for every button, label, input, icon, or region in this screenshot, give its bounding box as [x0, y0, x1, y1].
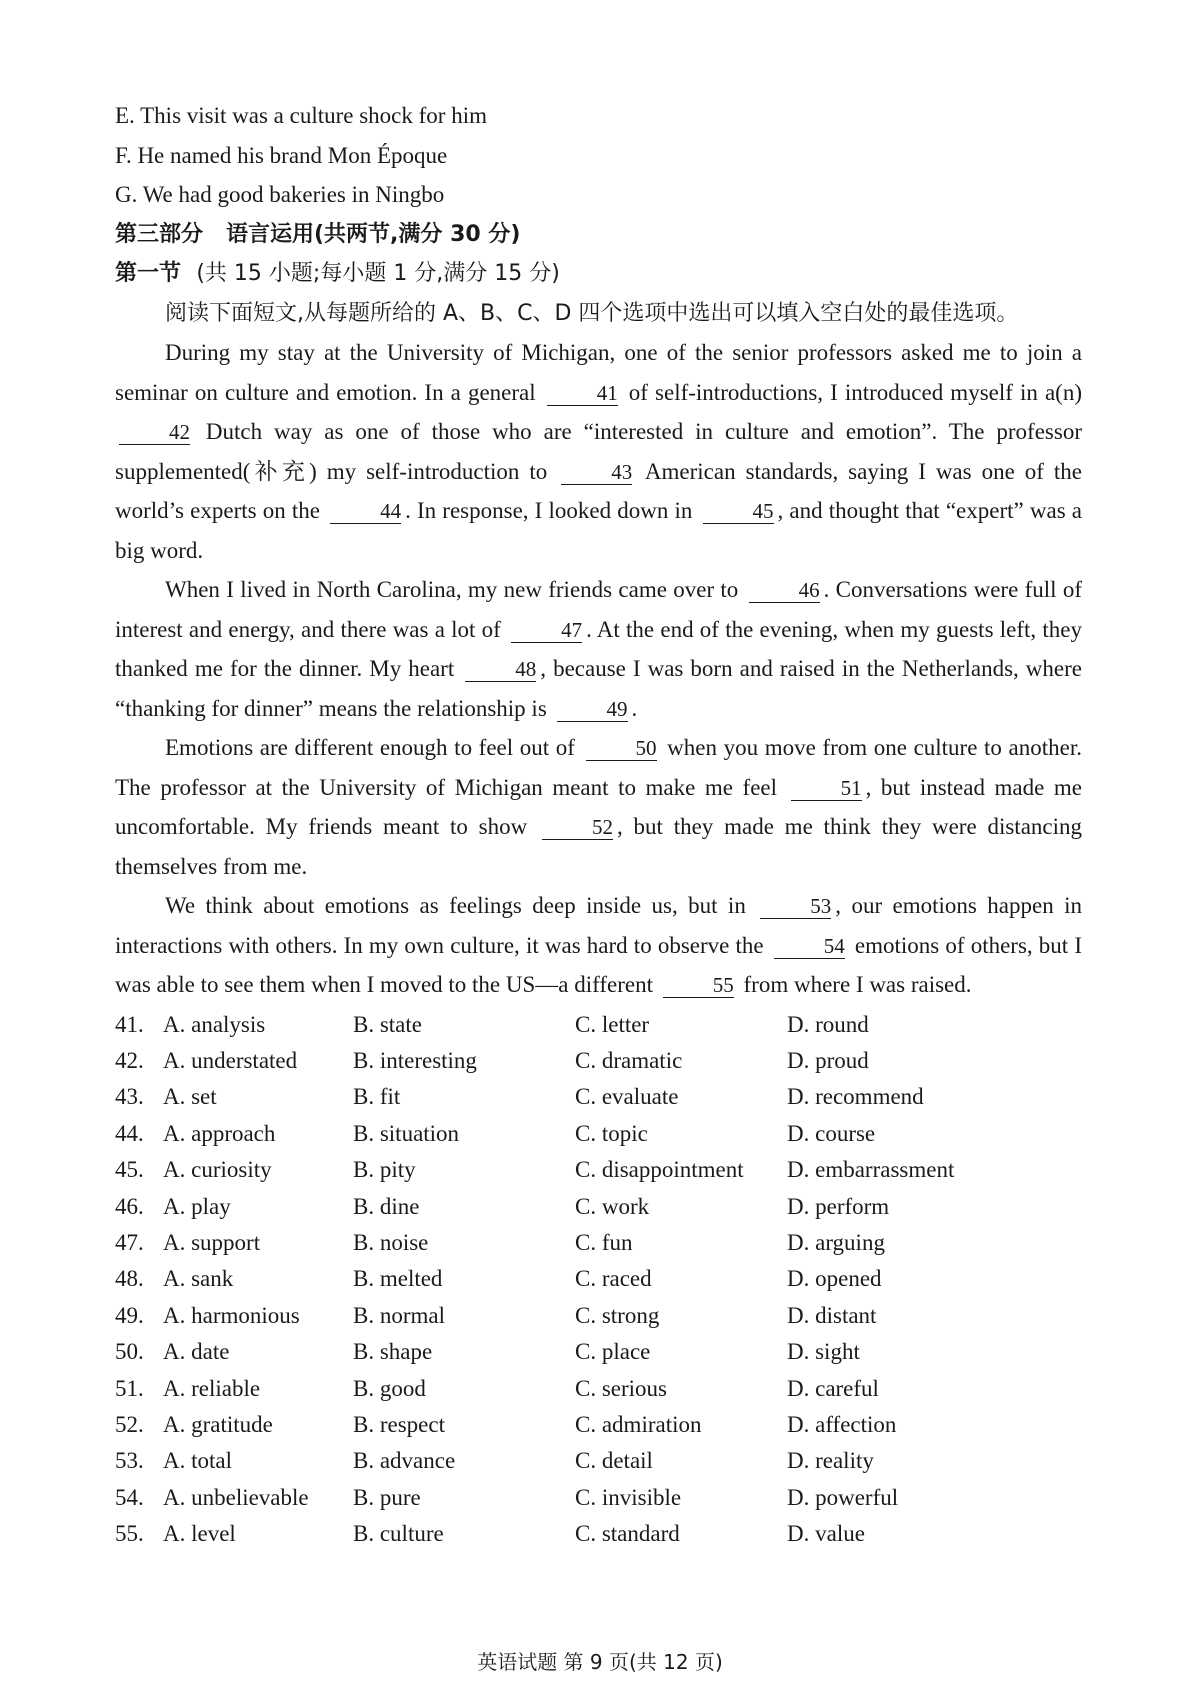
- blank-52: 52: [542, 815, 613, 840]
- question-number: 41.: [115, 1011, 144, 1037]
- blank-47: 47: [511, 618, 582, 643]
- option-c: C. place: [575, 1339, 651, 1365]
- part3-title: 第三部分: [115, 221, 204, 247]
- option-b: B. dine: [353, 1193, 420, 1219]
- question-number: 42.: [115, 1047, 144, 1073]
- question-list: [115, 1007, 1082, 1553]
- option-c: C. dramatic: [575, 1047, 683, 1073]
- option-c: C. invisible: [575, 1484, 682, 1510]
- option-b: B. situation: [353, 1120, 460, 1146]
- option-c: C. evaluate: [575, 1084, 679, 1110]
- option-a: A. analysis: [163, 1011, 266, 1037]
- option-b: B. respect: [353, 1411, 445, 1437]
- passage-paragraph-2: When I lived in North Carolina, my new friends came over to 46 . Conversations were full of interest and energy, and there was a lot of 47 . At the end of the evening, when my guests left, they thanked me for the dinner. My heart 48 , because I was born and raised in the Netherlands, where “thanking for dinner” means the relationship is 49 .: [115, 577, 1082, 721]
- option-c: C. detail: [575, 1448, 653, 1474]
- option-b: B. good: [353, 1375, 426, 1401]
- question-row: [115, 1407, 1082, 1443]
- blank-43: 43: [561, 460, 632, 485]
- option-a: A. approach: [163, 1120, 276, 1146]
- option-d: D. value: [787, 1521, 865, 1547]
- option-a: A. date: [163, 1339, 230, 1365]
- option-c: C. letter: [575, 1011, 650, 1037]
- option-d: D. course: [787, 1120, 876, 1146]
- question-number: 47.: [115, 1229, 144, 1255]
- question-number: 55.: [115, 1521, 144, 1547]
- option-b: B. normal: [353, 1302, 445, 1328]
- option-a: A. harmonious: [163, 1302, 300, 1328]
- part3-heading: [115, 215, 1082, 255]
- section1-subtitle: (共 15 小题;每小题 1 分,满分 15 分): [196, 261, 560, 286]
- question-row: [115, 1298, 1082, 1334]
- option-b: B. state: [353, 1011, 422, 1037]
- option-d: D. powerful: [787, 1484, 899, 1510]
- blank-49: 49: [557, 697, 628, 722]
- question-row: [115, 1189, 1082, 1225]
- question-number: 50.: [115, 1339, 144, 1365]
- option-a: A. sank: [163, 1266, 234, 1292]
- option-b: B. culture: [353, 1521, 444, 1547]
- section1-heading: [115, 254, 1082, 294]
- option-b: B. pity: [353, 1157, 416, 1183]
- option-c: C. admiration: [575, 1411, 702, 1437]
- prev-option-g: G. We had good bakeries in Ningbo: [115, 182, 445, 207]
- option-a: A. support: [163, 1229, 261, 1255]
- question-row: [115, 1443, 1082, 1479]
- option-d: D. round: [787, 1011, 869, 1037]
- option-a: A. understated: [163, 1047, 298, 1073]
- question-row: [115, 1334, 1082, 1370]
- question-row: [115, 1261, 1082, 1297]
- question-number: 51.: [115, 1375, 144, 1401]
- blank-41: 41: [547, 381, 618, 406]
- option-d: D. embarrassment: [787, 1157, 955, 1183]
- option-b: B. interesting: [353, 1047, 477, 1073]
- page-footer: 英语试题 第 9 页(共 12 页): [477, 1650, 723, 1674]
- option-d: D. perform: [787, 1193, 890, 1219]
- question-number: 54.: [115, 1484, 144, 1510]
- option-c: C. strong: [575, 1302, 660, 1328]
- passage-paragraph-3: Emotions are different enough to feel out of 50 when you move from one culture to another. The professor at the University of Michigan meant to make me feel 51 , but instead made me uncomfortable. My friends meant to show 52 , but they made me think they were distancing themselves from me.: [115, 735, 1082, 879]
- passage-paragraph-1: During my stay at the University of Michigan, one of the senior professors asked me to join a seminar on culture and emotion. In a general 41 of self-introductions, I introduced myself in a(n) 42 Dutch way as one of those who are “interested in culture and emotion”. The professor supplemented(补充) my self-introduction to 43 American standards, saying I was one of the world’s experts on the 44 . In response, I looked down in 45 , and thought that “expert” was a big word.: [115, 340, 1082, 563]
- part3-subtitle: 语言运用(共两节,满分 30 分): [226, 221, 521, 247]
- question-number: 53.: [115, 1448, 144, 1474]
- option-b: B. noise: [353, 1229, 429, 1255]
- question-row: [115, 1371, 1082, 1407]
- option-a: A. curiosity: [163, 1157, 272, 1183]
- option-b: B. pure: [353, 1484, 421, 1510]
- option-a: A. level: [163, 1521, 236, 1547]
- passage-paragraph-4: We think about emotions as feelings deep inside us, but in 53 , our emotions happen in interactions with others. In my own culture, it was hard to observe the 54 emotions of others, but I was able to see them when I moved to the US—a different 55 from where I was raised.: [115, 893, 1083, 997]
- option-d: D. careful: [787, 1375, 879, 1401]
- option-b: B. fit: [353, 1084, 401, 1110]
- question-number: 48.: [115, 1266, 144, 1292]
- question-row: [115, 1043, 1082, 1079]
- option-d: D. sight: [787, 1339, 860, 1365]
- option-c: C. work: [575, 1193, 650, 1219]
- option-a: A. unbelievable: [163, 1484, 309, 1510]
- question-row: [115, 1516, 1082, 1552]
- question-number: 44.: [115, 1120, 144, 1146]
- blank-55: 55: [663, 973, 734, 998]
- blank-54: 54: [774, 934, 845, 959]
- blank-51: 51: [791, 776, 862, 801]
- option-b: B. melted: [353, 1266, 443, 1292]
- blank-45: 45: [703, 499, 774, 524]
- blank-42: 42: [119, 420, 190, 445]
- question-number: 49.: [115, 1302, 144, 1328]
- question-row: [115, 1225, 1082, 1261]
- question-number: 43.: [115, 1084, 144, 1110]
- option-d: D. proud: [787, 1047, 869, 1073]
- option-d: D. opened: [787, 1266, 882, 1292]
- option-b: B. advance: [353, 1448, 456, 1474]
- option-a: A. gratitude: [163, 1411, 273, 1437]
- option-a: A. play: [163, 1193, 231, 1219]
- option-a: A. set: [163, 1084, 217, 1110]
- question-row: [115, 1007, 1082, 1043]
- option-c: C. serious: [575, 1375, 667, 1401]
- blank-53: 53: [760, 894, 831, 919]
- prev-option-e: E. This visit was a culture shock for him: [115, 103, 487, 128]
- question-number: 45.: [115, 1157, 144, 1183]
- option-c: C. fun: [575, 1229, 633, 1255]
- directions: 阅读下面短文,从每题所给的 A、B、C、D 四个选项中选出可以填入空白处的最佳选项。: [165, 300, 1019, 326]
- option-c: C. standard: [575, 1521, 680, 1547]
- blank-50: 50: [586, 736, 657, 761]
- prev-option-f: F. He named his brand Mon Époque: [115, 142, 448, 168]
- option-b: B. shape: [353, 1339, 433, 1365]
- question-row: [115, 1079, 1082, 1115]
- option-d: D. arguing: [787, 1229, 885, 1255]
- option-c: C. raced: [575, 1266, 652, 1292]
- question-number: 52.: [115, 1411, 144, 1437]
- question-row: [115, 1152, 1082, 1188]
- blank-48: 48: [465, 657, 536, 682]
- option-d: D. reality: [787, 1448, 874, 1474]
- option-a: A. reliable: [163, 1375, 261, 1401]
- option-d: D. recommend: [787, 1084, 924, 1110]
- option-c: C. disappointment: [575, 1157, 744, 1183]
- option-d: D. distant: [787, 1302, 877, 1328]
- option-d: D. affection: [787, 1411, 897, 1437]
- question-number: 46.: [115, 1193, 144, 1219]
- option-a: A. total: [163, 1448, 232, 1474]
- section1-title: 第一节: [115, 261, 182, 286]
- question-row: [115, 1480, 1082, 1516]
- blank-46: 46: [749, 578, 820, 603]
- option-c: C. topic: [575, 1120, 648, 1146]
- question-row: [115, 1116, 1082, 1152]
- blank-44: 44: [330, 499, 401, 524]
